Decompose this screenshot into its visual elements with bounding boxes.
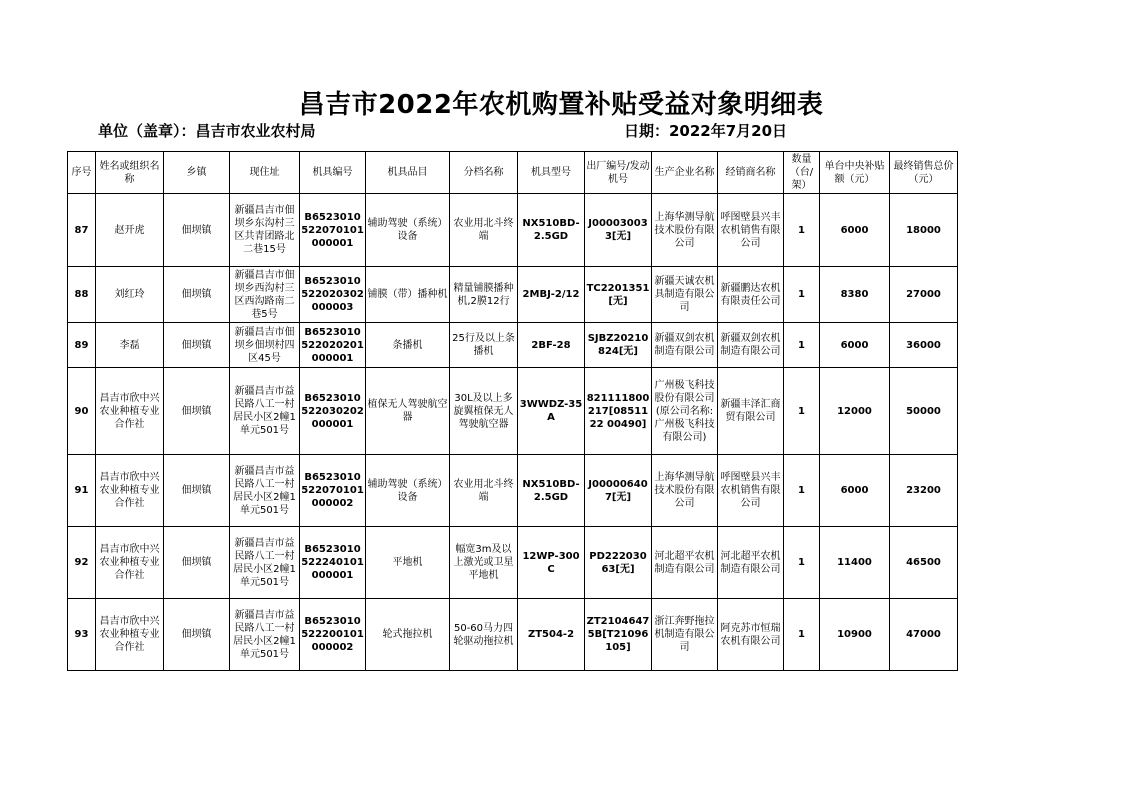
row-total-cell: 47000 xyxy=(890,599,958,671)
row-grade-cell: 25行及以上条播机 xyxy=(450,323,518,368)
row-total-cell: 36000 xyxy=(890,323,958,368)
row-model-cell: NX510BD-2.5GD xyxy=(518,455,585,527)
col-header: 机具编号 xyxy=(300,152,366,194)
row-item-cell: 辅助驾驶（系统）设备 xyxy=(366,194,450,267)
table-row xyxy=(68,599,958,671)
row-maker-cell: 新疆天诚农机具制造有限公司 xyxy=(652,267,718,323)
row-maker-cell: 广州极飞科技股份有限公司(原公司名称:广州极飞科技有限公司) xyxy=(652,368,718,455)
row-grade-cell: 30L及以上多旋翼植保无人驾驶航空器 xyxy=(450,368,518,455)
row-town-cell: 佃坝镇 xyxy=(164,267,230,323)
row-subsidy-cell: 11400 xyxy=(820,527,890,599)
row-dealer-cell: 阿克苏市恒瑞农机有限公司 xyxy=(718,599,784,671)
row-qty-cell: 1 xyxy=(784,368,820,455)
row-subsidy-cell: 6000 xyxy=(820,194,890,267)
row-grade-cell: 幅宽3m及以上激光或卫星平地机 xyxy=(450,527,518,599)
table-row xyxy=(68,368,958,455)
row-model-cell: 2BF-28 xyxy=(518,323,585,368)
row-name-cell: 昌吉市欣中兴农业种植专业合作社 xyxy=(96,599,164,671)
col-header: 乡镇 xyxy=(164,152,230,194)
row-factory-no-cell: PD22203063[无] xyxy=(585,527,652,599)
row-name-cell: 李磊 xyxy=(96,323,164,368)
row-item-cell: 植保无人驾驶航空器 xyxy=(366,368,450,455)
page-title: 昌吉市2022年农机购置补贴受益对象明细表 xyxy=(298,90,824,120)
row-qty-cell: 1 xyxy=(784,267,820,323)
row-maker-cell: 上海华测导航技术股份有限公司 xyxy=(652,194,718,267)
row-name-cell: 刘红玲 xyxy=(96,267,164,323)
row-item-cell: 辅助驾驶（系统）设备 xyxy=(366,455,450,527)
row-address-cell: 新疆昌吉市益民路八工一村居民小区2幢1单元501号 xyxy=(230,527,300,599)
row-qty-cell: 1 xyxy=(784,527,820,599)
table-row xyxy=(68,194,958,267)
row-item-cell: 平地机 xyxy=(366,527,450,599)
row-total-cell: 46500 xyxy=(890,527,958,599)
row-dealer-cell: 呼图壁县兴丰农机销售有限公司 xyxy=(718,455,784,527)
row-maker-cell: 浙江奔野拖拉机制造有限公司 xyxy=(652,599,718,671)
row-maker-cell: 上海华测导航技术股份有限公司 xyxy=(652,455,718,527)
row-grade-cell: 精量铺膜播种机,2膜12行 xyxy=(450,267,518,323)
row-name-cell: 昌吉市欣中兴农业种植专业合作社 xyxy=(96,455,164,527)
row-seq-cell: 93 xyxy=(68,599,96,671)
row-factory-no-cell: SJBZ20210824[无] xyxy=(585,323,652,368)
row-town-cell: 佃坝镇 xyxy=(164,527,230,599)
row-machine-no-cell: B6523010522030202000001 xyxy=(300,368,366,455)
row-dealer-cell: 呼图壁县兴丰农机销售有限公司 xyxy=(718,194,784,267)
col-header: 机具品目 xyxy=(366,152,450,194)
row-grade-cell: 50-60马力四轮驱动拖拉机 xyxy=(450,599,518,671)
row-address-cell: 新疆昌吉市佃坝乡西沟村三区西沟路南二巷5号 xyxy=(230,267,300,323)
row-machine-no-cell: B6523010522070101000001 xyxy=(300,194,366,267)
col-header: 数量（台/架） xyxy=(784,152,820,194)
row-name-cell: 赵开虎 xyxy=(96,194,164,267)
row-machine-no-cell: B6523010522240101000001 xyxy=(300,527,366,599)
row-subsidy-cell: 6000 xyxy=(820,455,890,527)
unit-label: 单位（盖章）：昌吉市农业农村局 xyxy=(98,122,316,140)
row-address-cell: 新疆昌吉市益民路八工一村居民小区2幢1单元501号 xyxy=(230,368,300,455)
row-subsidy-cell: 10900 xyxy=(820,599,890,671)
row-item-cell: 铺膜（带）播种机 xyxy=(366,267,450,323)
row-subsidy-cell: 12000 xyxy=(820,368,890,455)
row-grade-cell: 农业用北斗终端 xyxy=(450,455,518,527)
row-total-cell: 23200 xyxy=(890,455,958,527)
row-subsidy-cell: 8380 xyxy=(820,267,890,323)
row-dealer-cell: 新疆双剑农机制造有限公司 xyxy=(718,323,784,368)
row-factory-no-cell: 821111800217[0851122 00490] xyxy=(585,368,652,455)
table-row xyxy=(68,455,958,527)
row-seq-cell: 89 xyxy=(68,323,96,368)
row-seq-cell: 88 xyxy=(68,267,96,323)
row-qty-cell: 1 xyxy=(784,599,820,671)
row-address-cell: 新疆昌吉市佃坝乡佃坝村四区45号 xyxy=(230,323,300,368)
row-item-cell: 条播机 xyxy=(366,323,450,368)
col-header: 出厂编号/发动机号 xyxy=(585,152,652,194)
col-header: 生产企业名称 xyxy=(652,152,718,194)
row-name-cell: 昌吉市欣中兴农业种植专业合作社 xyxy=(96,368,164,455)
row-address-cell: 新疆昌吉市益民路八工一村居民小区2幢1单元501号 xyxy=(230,599,300,671)
date-label: 日期：2022年7月20日 xyxy=(624,122,788,140)
table-row xyxy=(68,323,958,368)
row-subsidy-cell: 6000 xyxy=(820,323,890,368)
row-dealer-cell: 新疆丰泽汇商贸有限公司 xyxy=(718,368,784,455)
row-qty-cell: 1 xyxy=(784,194,820,267)
subsidy-table xyxy=(67,151,958,671)
row-total-cell: 50000 xyxy=(890,368,958,455)
table-row xyxy=(68,527,958,599)
col-header: 序号 xyxy=(68,152,96,194)
table-row xyxy=(68,267,958,323)
row-grade-cell: 农业用北斗终端 xyxy=(450,194,518,267)
row-qty-cell: 1 xyxy=(784,455,820,527)
row-model-cell: 3WWDZ-35A xyxy=(518,368,585,455)
row-machine-no-cell: B6523010522200101000002 xyxy=(300,599,366,671)
row-seq-cell: 90 xyxy=(68,368,96,455)
row-machine-no-cell: B6523010522020302000003 xyxy=(300,267,366,323)
row-item-cell: 轮式拖拉机 xyxy=(366,599,450,671)
row-model-cell: 12WP-300C xyxy=(518,527,585,599)
row-model-cell: 2MBJ-2/12 xyxy=(518,267,585,323)
header-row xyxy=(68,152,958,194)
col-header: 现住址 xyxy=(230,152,300,194)
row-factory-no-cell: TC2201351[无] xyxy=(585,267,652,323)
row-town-cell: 佃坝镇 xyxy=(164,323,230,368)
row-factory-no-cell: ZT21046475B[T21096105] xyxy=(585,599,652,671)
row-seq-cell: 91 xyxy=(68,455,96,527)
row-dealer-cell: 新疆鹏达农机有限责任公司 xyxy=(718,267,784,323)
row-total-cell: 27000 xyxy=(890,267,958,323)
row-seq-cell: 92 xyxy=(68,527,96,599)
row-seq-cell: 87 xyxy=(68,194,96,267)
row-address-cell: 新疆昌吉市益民路八工一村居民小区2幢1单元501号 xyxy=(230,455,300,527)
row-town-cell: 佃坝镇 xyxy=(164,194,230,267)
row-model-cell: ZT504-2 xyxy=(518,599,585,671)
row-town-cell: 佃坝镇 xyxy=(164,599,230,671)
row-maker-cell: 新疆双剑农机制造有限公司 xyxy=(652,323,718,368)
row-address-cell: 新疆昌吉市佃坝乡东沟村三区共青团路北二巷15号 xyxy=(230,194,300,267)
col-header: 单台中央补贴额（元） xyxy=(820,152,890,194)
col-header: 最终销售总价（元） xyxy=(890,152,958,194)
row-town-cell: 佃坝镇 xyxy=(164,455,230,527)
row-machine-no-cell: B6523010522020201000001 xyxy=(300,323,366,368)
row-total-cell: 18000 xyxy=(890,194,958,267)
row-name-cell: 昌吉市欣中兴农业种植专业合作社 xyxy=(96,527,164,599)
row-factory-no-cell: J000006407[无] xyxy=(585,455,652,527)
row-maker-cell: 河北超平农机制造有限公司 xyxy=(652,527,718,599)
row-dealer-cell: 河北超平农机制造有限公司 xyxy=(718,527,784,599)
row-town-cell: 佃坝镇 xyxy=(164,368,230,455)
col-header: 分档名称 xyxy=(450,152,518,194)
row-model-cell: NX510BD-2.5GD xyxy=(518,194,585,267)
row-machine-no-cell: B6523010522070101000002 xyxy=(300,455,366,527)
col-header: 机具型号 xyxy=(518,152,585,194)
row-factory-no-cell: J000030033[无] xyxy=(585,194,652,267)
col-header: 姓名或组织名称 xyxy=(96,152,164,194)
row-qty-cell: 1 xyxy=(784,323,820,368)
col-header: 经销商名称 xyxy=(718,152,784,194)
